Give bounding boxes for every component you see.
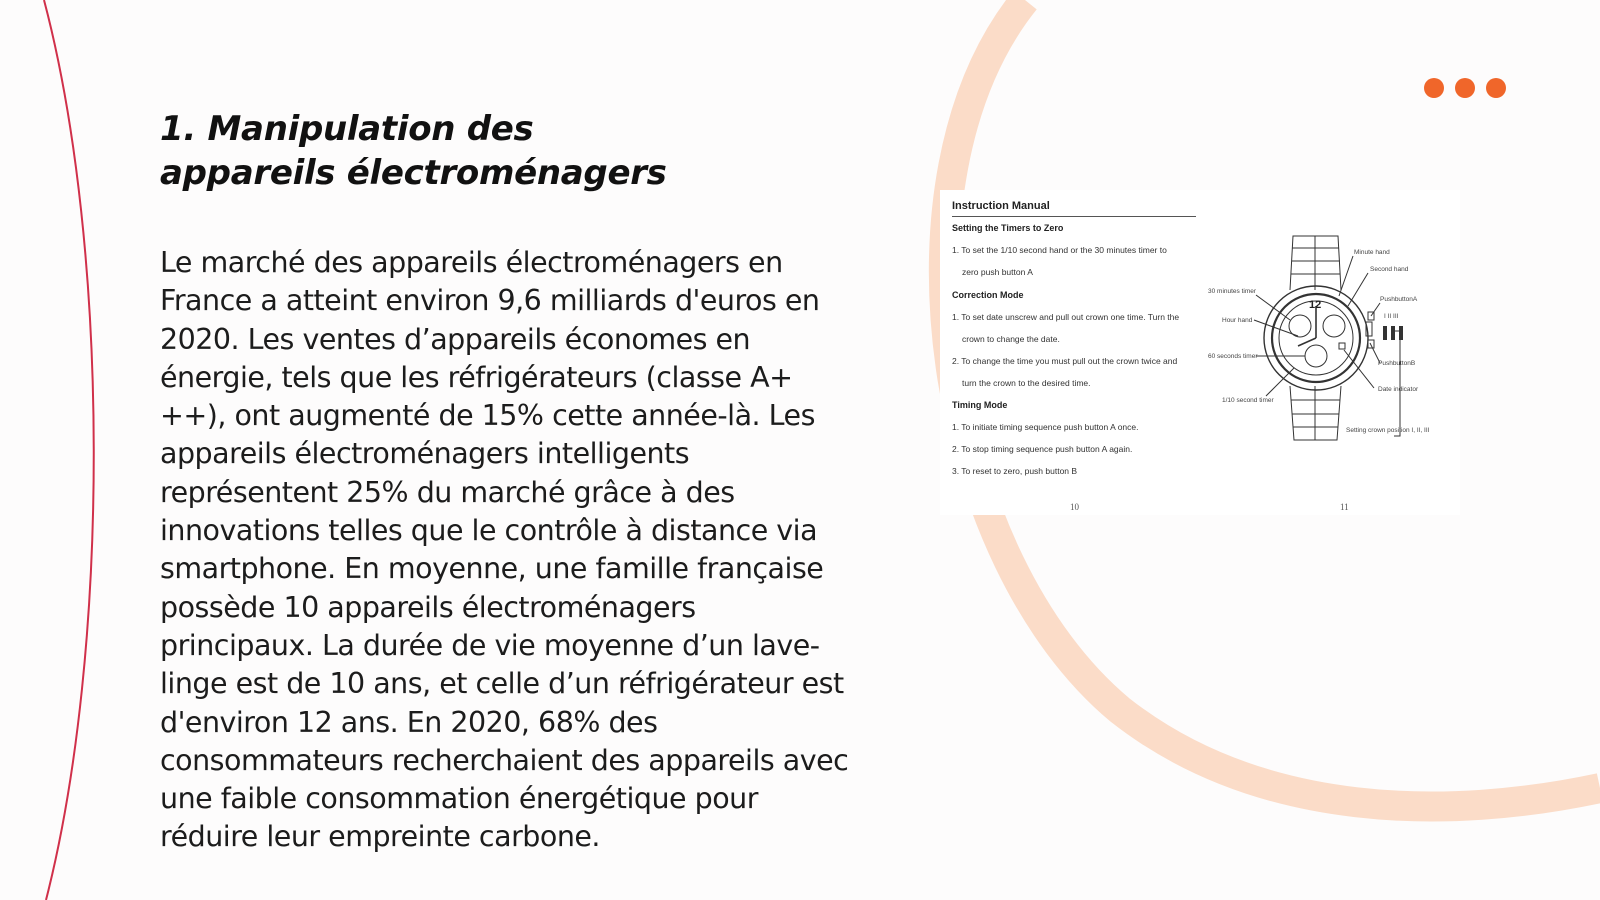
manual-line: 1. To initiate timing sequence push button A once. [952, 422, 1139, 432]
manual-line: crown to change the date. [962, 334, 1060, 344]
dot-2 [1455, 78, 1475, 98]
watch-diagram [1208, 228, 1458, 458]
position-mark [1383, 326, 1387, 340]
label-60-seconds-timer: 60 seconds timer [1208, 353, 1258, 360]
manual-line: 2. To change the time you must pull out the crown twice and [952, 356, 1178, 366]
section-heading: Setting the Timers to Zero [952, 223, 1064, 233]
dot-1 [1424, 78, 1444, 98]
label-hour-hand: Hour hand [1222, 317, 1253, 324]
manual-line: 3. To reset to zero, push button B [952, 466, 1078, 476]
label-date-indicator: Date indicator [1378, 386, 1419, 393]
label-1-10-second-timer: 1/10 second timer [1222, 397, 1274, 404]
manual-line: turn the crown to the desired time. [962, 378, 1091, 388]
label-minute-hand: Minute hand [1354, 249, 1390, 256]
dot-3 [1486, 78, 1506, 98]
manual-rule [952, 216, 1196, 217]
label-setting-crown: Setting crown position I, II, III [1346, 427, 1430, 434]
label-pushbutton-b: PushbuttonB [1378, 360, 1416, 367]
left-curve-line [44, 0, 94, 900]
label-second-hand: Second hand [1370, 266, 1409, 273]
instruction-manual-image [940, 190, 1460, 515]
slide-body-text: Le marché des appareils électroménagers en France a atteint environ 9,6 milliards d'euros en 2020. Les ventes d’appareils économes en énergie, tels que les réfrigérateurs (classe A+ ++), ont augmenté de 15% cette année-là. Les appareils électroménagers intelligents représentent 25% du marché grâce à des innovations telles que le contrôle à distance via smartphone. En moyenne, une famille française possède 10 appareils électroménagers principaux. La durée de vie moyenne d’un lave-linge est de 10 ans, et celle d’un réfrigérateur est d'environ 12 ans. En 2020, 68% des consommateurs recherchaient des appareils avec une faible consommation énergétique pour réduire leur empreinte carbone. [160, 246, 849, 854]
position-mark [1391, 326, 1395, 340]
manual-title: Instruction Manual [952, 200, 1050, 212]
manual-line: 1. To set date unscrew and pull out crown one time. Turn the [952, 312, 1180, 322]
subdial-right [1323, 315, 1345, 337]
label-pushbutton-a: PushbuttonA [1380, 296, 1418, 303]
manual-line: zero push button A [962, 267, 1033, 277]
section-heading: Correction Mode [952, 290, 1024, 300]
manual-line: 2. To stop timing sequence push button A again. [952, 444, 1133, 454]
page-number-left: 10 [1070, 502, 1079, 512]
subdial-bottom [1305, 345, 1327, 367]
section-heading: Timing Mode [952, 400, 1008, 410]
label-positions: I II III [1384, 313, 1399, 320]
slide-title: 1. Manipulation des appareils électroménagers [160, 109, 667, 193]
dial-number: 12 [1309, 299, 1322, 311]
menu-dots-icon [1424, 78, 1506, 98]
manual-line: 1. To set the 1/10 second hand or the 30 minutes timer to [952, 245, 1167, 255]
page-number-right: 11 [1340, 502, 1349, 512]
position-mark [1399, 326, 1403, 340]
label-30-minutes-timer: 30 minutes timer [1208, 288, 1257, 295]
